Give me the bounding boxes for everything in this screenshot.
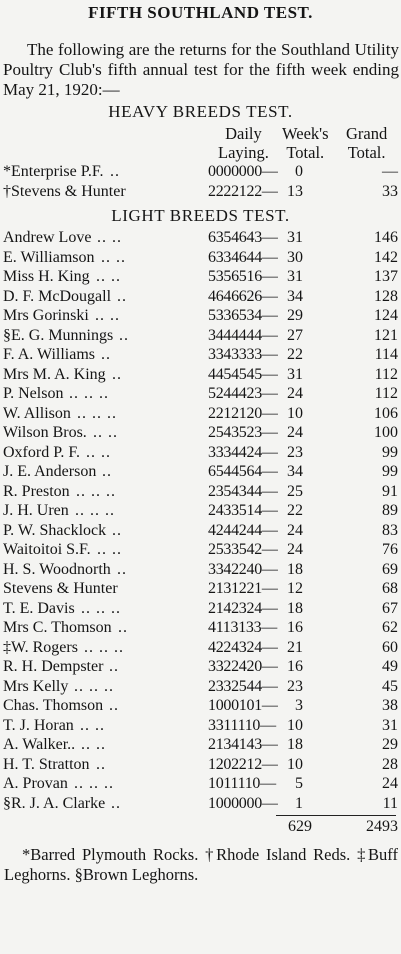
grand-total: 83 <box>382 521 398 539</box>
daily-laying: 1202212— <box>208 755 278 773</box>
entrant-name: Wilson Bros. <box>3 424 87 441</box>
week-total: 29 <box>287 307 303 324</box>
light-breeds-table <box>0 228 401 813</box>
week-total: 18 <box>287 560 303 578</box>
grand-total: 128 <box>374 287 398 305</box>
week-total: 10 <box>287 404 303 422</box>
table-row <box>0 638 401 658</box>
grand-total: 89 <box>382 502 398 519</box>
grand-total: 38 <box>382 697 398 714</box>
daily-laying: 4244244— <box>208 521 278 539</box>
grand-total: 2493 <box>366 818 398 835</box>
dot-leader: .. <box>112 365 122 383</box>
table-row <box>0 560 401 580</box>
intro-paragraph: The following are the returns for the Southland Utility Poultry Club's fifth annual test for the fifth week ending May 21, 1920:— <box>3 40 399 99</box>
daily-laying: 2134143— <box>208 736 278 753</box>
week-total: 1 <box>295 794 303 812</box>
week-total: 24 <box>287 521 303 539</box>
table-row <box>0 657 401 677</box>
entrant-name: Andrew Love <box>3 229 92 246</box>
daily-laying: 4113133— <box>208 619 278 636</box>
daily-laying: 4646626— <box>208 287 278 305</box>
table-row <box>0 365 401 385</box>
grand-total: 11 <box>382 794 398 812</box>
daily-laying: 2212120— <box>208 404 278 422</box>
header-grand: Grand <box>346 124 388 143</box>
grand-total: 112 <box>374 385 398 402</box>
daily-laying: 5336534— <box>208 307 278 324</box>
daily-laying: 3334424— <box>208 443 278 461</box>
grand-total: 33 <box>382 182 398 200</box>
table-row <box>0 482 401 502</box>
entrant-name: E. Williamson <box>3 248 95 266</box>
table-row <box>0 287 401 307</box>
grand-total: 28 <box>382 755 398 773</box>
dot-leader: .. .. <box>93 424 118 441</box>
grand-total: 45 <box>382 677 398 695</box>
dot-leader: .. <box>117 560 127 578</box>
week-total: 34 <box>287 463 303 480</box>
entrant-name: Mrs Kelly <box>3 677 69 695</box>
header-grand-total-label: Total. <box>347 143 386 162</box>
heavy-breeds-heading: HEAVY BREEDS TEST. <box>108 102 293 121</box>
grand-total: 99 <box>382 443 398 461</box>
table-row <box>0 384 401 404</box>
week-total: 24 <box>287 424 303 441</box>
entrant-name: Miss H. King <box>3 268 90 285</box>
dot-leader: .. .. <box>95 307 120 324</box>
week-total: 24 <box>287 385 303 402</box>
table-row <box>0 443 401 463</box>
table-row <box>0 404 401 424</box>
header-daily: Daily <box>225 124 262 143</box>
week-total: 629 <box>288 818 312 835</box>
daily-laying: 5244423— <box>208 385 278 402</box>
dot-leader: .. .. .. <box>77 404 117 422</box>
entrant-name: †Stevens & Hunter <box>3 182 126 200</box>
week-total: 16 <box>287 658 303 675</box>
week-total: 0 <box>295 163 303 180</box>
footnote: *Barred Plymouth Rocks. †Rhode Island Reds. ‡Buff Leghorns. §Brown Leghorns. <box>4 845 398 884</box>
grand-total: 24 <box>382 775 398 792</box>
entrant-name: Mrs Gorinski <box>3 307 89 324</box>
dot-leader: .. <box>109 697 119 714</box>
table-row <box>0 501 401 521</box>
entrant-name: H. S. Woodnorth <box>3 560 111 578</box>
entrant-name: T. E. Davis <box>3 599 75 617</box>
article-title: FIFTH SOUTHLAND TEST. <box>88 3 313 22</box>
daily-laying: 6544564— <box>208 463 278 480</box>
week-total: 13 <box>287 182 303 200</box>
week-total: 10 <box>287 755 303 773</box>
daily-laying: 2433514— <box>208 502 278 519</box>
entrant-name: J. H. Uren <box>3 502 69 519</box>
dot-leader: .. .. <box>101 248 126 266</box>
entrant-name: Oxford P. F. <box>3 443 80 461</box>
week-total: 25 <box>287 482 303 500</box>
dot-leader: .. .. <box>96 268 121 285</box>
week-total: 21 <box>287 638 303 656</box>
table-row <box>0 618 401 638</box>
table-row <box>0 599 401 619</box>
dot-leader: .. .. .. <box>81 599 121 617</box>
dot-leader: .. <box>117 287 127 305</box>
table-row <box>0 735 401 755</box>
grand-total: 91 <box>382 482 398 500</box>
entrant-name: J. E. Anderson <box>3 463 97 480</box>
dot-leader: .. <box>118 619 128 636</box>
grand-total: 68 <box>382 580 398 597</box>
dot-leader: .. .. <box>97 541 122 558</box>
daily-laying: 3322420— <box>208 658 278 675</box>
entrant-name: W. Allison <box>3 404 71 422</box>
daily-laying: 2332544— <box>208 677 278 695</box>
dot-leader: .. .. .. <box>74 775 114 792</box>
week-total: 3 <box>295 697 303 714</box>
week-total: 27 <box>287 326 303 344</box>
grand-total: 112 <box>374 365 398 383</box>
grand-total: 114 <box>374 346 398 363</box>
dot-leader: .. .. .. <box>69 385 109 402</box>
week-total: 31 <box>287 229 303 246</box>
grand-total: — <box>382 163 398 180</box>
week-total: 16 <box>287 619 303 636</box>
grand-total: 67 <box>382 599 398 617</box>
daily-laying: 2222122— <box>208 182 278 200</box>
daily-laying: 6334644— <box>208 248 278 266</box>
week-total: 18 <box>287 599 303 617</box>
entrant-name: D. F. McDougall <box>3 287 112 305</box>
grand-total: 62 <box>382 619 398 636</box>
week-total: 12 <box>287 580 303 597</box>
table-row <box>0 716 401 736</box>
entrant-name: §R. J. A. Clarke <box>3 794 106 812</box>
header-weeks: Week's <box>282 124 329 143</box>
week-total: 34 <box>287 287 303 305</box>
daily-laying: 2354344— <box>208 482 278 500</box>
table-row <box>0 677 401 697</box>
dot-leader: .. .. <box>80 716 105 734</box>
entrant-name: Mrs M. A. King <box>3 365 106 383</box>
dot-leader: .. <box>109 658 119 675</box>
week-total: 18 <box>287 736 303 753</box>
column-headers <box>0 124 401 162</box>
week-total: 23 <box>287 677 303 695</box>
daily-laying: 4224324— <box>208 638 278 656</box>
header-laying: Laying. <box>218 143 269 162</box>
table-row <box>0 794 401 814</box>
dot-leader: .. .. .. <box>75 502 115 519</box>
daily-laying: 2142324— <box>208 599 278 617</box>
grand-total: 137 <box>374 268 398 285</box>
header-daily-laying <box>218 124 269 162</box>
grand-total: 124 <box>374 307 398 324</box>
dot-leader: .. .. <box>81 736 106 753</box>
week-total: 22 <box>287 502 303 519</box>
daily-laying: 2543523— <box>208 424 278 441</box>
dot-leader: .. <box>96 755 106 773</box>
table-row <box>0 521 401 541</box>
daily-laying: 3342240— <box>208 560 278 578</box>
daily-laying: 2131221— <box>208 580 278 597</box>
dot-leader: .. <box>111 794 121 812</box>
table-row <box>0 345 401 365</box>
entrant-name: A. Walker.. <box>3 736 76 753</box>
dot-leader: .. <box>119 326 129 344</box>
header-total: Total. <box>286 143 325 162</box>
grand-total: 121 <box>374 326 398 344</box>
daily-laying: 1000101— <box>208 697 278 714</box>
dot-leader: .. .. .. <box>74 677 114 695</box>
grand-total: 60 <box>382 638 398 656</box>
dot-leader: .. <box>110 163 120 180</box>
grand-total: 99 <box>382 463 398 480</box>
entrant-name: ‡W. Rogers <box>3 638 78 656</box>
daily-laying: 4454545— <box>208 365 278 383</box>
table-row <box>0 162 401 182</box>
entrant-name: Chas. Thomson <box>3 697 104 714</box>
grand-total: 69 <box>382 560 398 578</box>
daily-laying: 3444444— <box>208 326 278 344</box>
dot-leader: .. .. .. <box>84 638 124 656</box>
entrant-name: R. H. Dempster <box>3 658 104 675</box>
grand-total: 49 <box>382 658 398 675</box>
dot-leader: .. .. <box>97 229 122 246</box>
daily-laying: 1011110— <box>208 775 276 792</box>
header-grand-total <box>346 124 387 162</box>
week-total: 23 <box>287 443 303 461</box>
table-row <box>0 228 401 248</box>
table-row <box>0 579 401 599</box>
daily-laying: 3311110— <box>208 716 276 734</box>
table-row <box>0 248 401 268</box>
table-row <box>0 540 401 560</box>
entrant-name: Stevens & Hunter <box>3 580 118 597</box>
table-row <box>0 755 401 775</box>
entrant-name: H. T. Stratton <box>3 755 90 773</box>
dot-leader: .. .. <box>86 443 111 461</box>
week-total: 30 <box>287 248 303 266</box>
week-total: 31 <box>287 365 303 383</box>
entrant-name: §E. G. Munnings <box>3 326 114 344</box>
table-row <box>0 774 401 794</box>
grand-total: 31 <box>382 716 398 734</box>
entrant-name: Mrs C. Thomson <box>3 619 112 636</box>
grand-total: 142 <box>374 248 398 266</box>
entrant-name: P. Nelson <box>3 385 64 402</box>
header-weeks-total <box>282 124 329 162</box>
table-row <box>0 462 401 482</box>
daily-laying: 5356516— <box>208 268 278 285</box>
totals-row <box>0 813 401 839</box>
entrant-name: P. W. Shacklock <box>3 521 107 539</box>
table-row <box>0 326 401 346</box>
entrant-name: F. A. Williams <box>3 346 96 363</box>
week-total: 31 <box>287 268 303 285</box>
light-breeds-heading: LIGHT BREEDS TEST. <box>111 206 290 225</box>
grand-total: 100 <box>374 424 398 441</box>
table-row <box>0 306 401 326</box>
totals-rule <box>276 815 396 816</box>
daily-laying: 6354643— <box>208 229 278 246</box>
entrant-name: A. Provan <box>3 775 68 792</box>
daily-laying: 2533542— <box>208 541 278 558</box>
grand-total: 106 <box>374 404 398 422</box>
week-total: 10 <box>287 716 303 734</box>
entrant-name: Waitoitoi S.F. <box>3 541 91 558</box>
week-total: 22 <box>287 346 303 363</box>
table-row <box>0 267 401 287</box>
grand-total: 76 <box>382 541 398 558</box>
week-total: 5 <box>295 775 303 792</box>
entrant-name: T. J. Horan <box>3 716 74 734</box>
entrant-name: R. Preston <box>3 482 70 500</box>
daily-laying: 3343333— <box>208 346 278 363</box>
grand-total: 29 <box>382 736 398 753</box>
table-row <box>0 696 401 716</box>
daily-laying: 0000000— <box>208 163 278 180</box>
table-row <box>0 182 401 202</box>
grand-total: 146 <box>374 229 398 246</box>
heavy-breeds-table <box>0 162 401 201</box>
dot-leader: .. <box>102 463 112 480</box>
daily-laying: 1000000— <box>208 794 278 812</box>
table-row <box>0 423 401 443</box>
dot-leader: .. .. .. <box>76 482 116 500</box>
dot-leader: .. <box>101 346 111 363</box>
entrant-name: *Enterprise P.F. <box>3 163 104 180</box>
week-total: 24 <box>287 541 303 558</box>
dot-leader: .. <box>112 521 122 539</box>
